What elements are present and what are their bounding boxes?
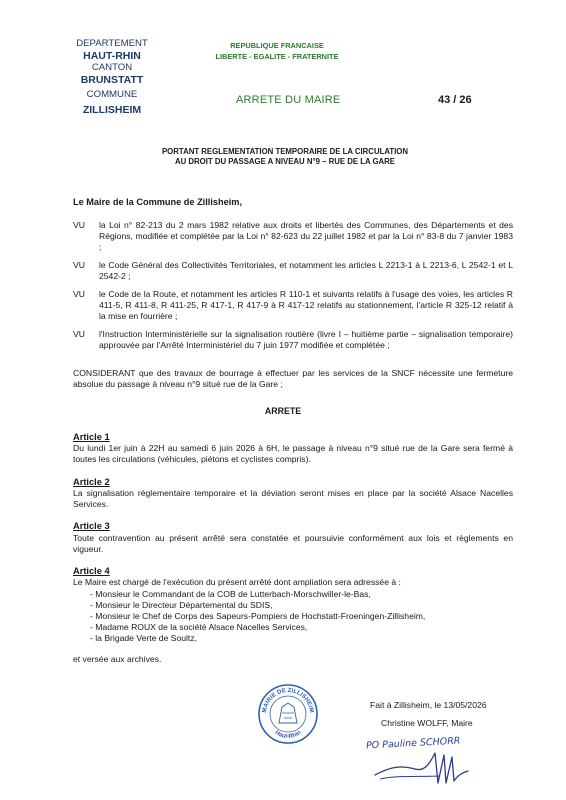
- vu-keyword: VU: [73, 260, 85, 270]
- vu-text: l'Instruction Interministérielle sur la signalisation routière (livre I – huitième partie – signalisation temporaire) approuvée par l'Arrêté Interministériel du 7 juin 1977 modifiée et complétée ;: [99, 329, 513, 350]
- subject-title: [60, 147, 510, 167]
- list-item: - la Brigade Verte de Soultz,: [90, 633, 198, 643]
- stamp-top-text: MAIRIE DE ZILLISHEIM: [261, 687, 315, 714]
- vu-text: le Code de la Route, et notamment les articles R 110-1 et suivants relatifs à l'usage des voies, les articles R 411-5, R 411-8, R 411-25, R 417-1, R 417-9 à R 417-12 relatifs au stationnement, l'article R 325-12 relatif à la mise en fourrière ;: [99, 289, 513, 321]
- vu-item: [73, 289, 513, 322]
- vu-keyword: VU: [73, 329, 85, 339]
- commune-label: COMMUNE: [86, 89, 138, 100]
- handwritten-proxy: PO Pauline SCHORR: [365, 735, 461, 752]
- departement-label: DEPARTEMENT: [76, 38, 148, 49]
- departement-name: HAUT-RHIN: [83, 50, 141, 62]
- handwritten-signature: [370, 745, 470, 790]
- document-type-title: ARRETE DU MAIRE: [236, 94, 341, 106]
- vu-keyword: VU: [73, 220, 85, 230]
- stamp-bottom-text: Haut-Rhin: [273, 729, 303, 741]
- arrete-number: 43 / 26: [438, 94, 472, 106]
- article-title: Article 2: [73, 477, 110, 487]
- signatory-name: Christine WOLFF, Maire: [381, 718, 473, 728]
- vu-item: [73, 329, 513, 351]
- republic-motto: LIBERTE - EGALITE - FRATERNITE: [215, 52, 339, 61]
- article-title: Article 4: [73, 566, 110, 576]
- commune-name: ZILLISHEIM: [82, 104, 142, 116]
- article-title: Article 3: [73, 521, 110, 531]
- article-title: Article 1: [73, 432, 110, 442]
- article-text: Toute contravention au présent arrêté sera constatée et poursuivie conformément aux lois et règlements en vigueur.: [73, 533, 513, 554]
- list-item: - Madame ROUX de la société Alsace Nacelles Services,: [90, 622, 308, 632]
- article-text: La signalisation réglementaire temporaire et la déviation seront mises en place par la société Alsace Nacelles Services.: [73, 488, 513, 509]
- svg-text:Haut-Rhin: [274, 730, 303, 740]
- subject-line: PORTANT REGLEMENTATION TEMPORAIRE DE LA CIRCULATION: [161, 147, 409, 156]
- republic-header: [207, 40, 347, 62]
- vu-text: le Code Général des Collectivités Territoriales, et notamment les articles L 2213-1 à L 2213-6, L 2542-1 et L 2542-2 ;: [99, 260, 513, 281]
- vu-item: [73, 260, 513, 282]
- subject-line: AU DROIT DU PASSAGE A NIVEAU N°9 – RUE DE LA GARE: [174, 157, 395, 166]
- mayor-intro: Le Maire de la Commune de Zillisheim,: [73, 197, 242, 207]
- arrete-heading: ARRETE: [264, 406, 302, 416]
- list-item: - Monsieur le Directeur Départemental du SDIS,: [90, 600, 273, 610]
- canton-name: BRUNSTATT: [80, 74, 144, 86]
- article-text: Du lundi 1er juin à 22H au samedi 6 juin 2026 à 6H, le passage à niveau n°9 situé rue de la Gare sera fermé à toutes les circulations (véhicules, piétons et cyclistes compris).: [73, 443, 513, 464]
- archives-note: et versée aux archives.: [73, 654, 162, 664]
- list-item: - Monsieur le Commandant de la COB de Lutterbach-Morschwiller-le-Bas,: [90, 589, 371, 599]
- considerant-paragraph: CONSIDERANT que des travaux de bourrage à effectuer par les services de la SNCF nécessite une fermeture absolue du passage à niveau n°9 situé rue de la Gare ;: [73, 368, 513, 389]
- vu-text: la Loi n° 82-213 du 2 mars 1982 relative aux droits et libertés des Communes, des Départements et des Régions, modifiée et complétée par la Loi n° 82-623 du 22 juillet 1982 et par la Loi n° 83-8 du 7 janvier 1983 ;: [99, 220, 513, 252]
- canton-label: CANTON: [91, 62, 133, 73]
- article-text: Le Maire est chargé de l'exécution du présent arrêté dont ampliation sera adressée à :: [73, 577, 401, 587]
- signature-place-date: Fait à Zillisheim, le 13/05/2026: [370, 700, 487, 710]
- vu-item: [73, 220, 513, 253]
- mairie-stamp: [257, 683, 319, 745]
- republic-label: REPUBLIQUE FRANCAISE: [230, 41, 324, 50]
- list-item: - Monsieur le Chef de Corps des Sapeurs-Pompiers de Hochstatt-Froeningen-Zillisheim,: [90, 611, 426, 621]
- administrative-header: [62, 38, 162, 116]
- vu-keyword: VU: [73, 289, 85, 299]
- recipient-list: [90, 589, 425, 644]
